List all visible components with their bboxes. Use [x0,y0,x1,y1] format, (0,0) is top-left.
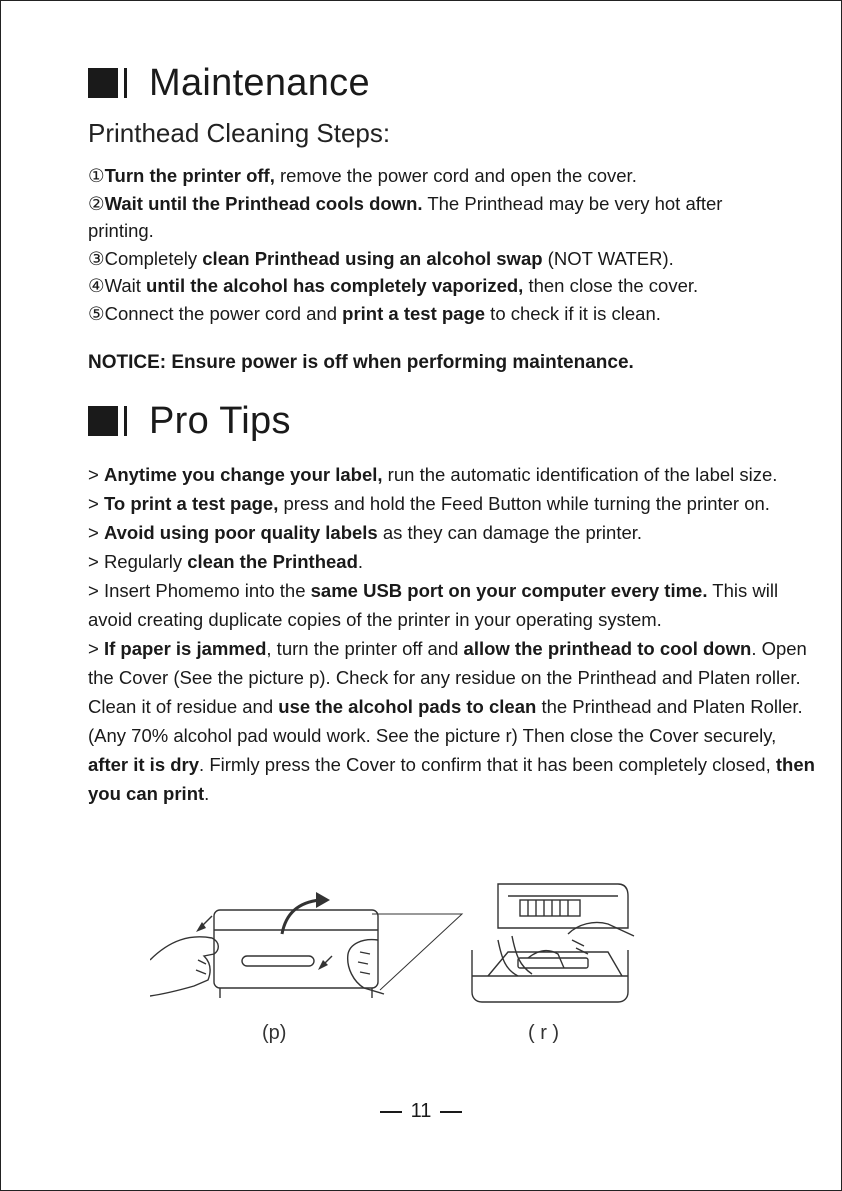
footer-dash-left [380,1111,402,1113]
cleaning-steps-list [88,162,788,327]
text-run: then close the cover. [523,275,699,296]
pro-tip-item [88,460,818,489]
bold-text: after it is dry [88,754,200,775]
pro-tip-item [88,547,818,576]
text-run: This will avoid creating duplicate copies of the printer in your operating system. [88,580,779,630]
text-run: > [88,522,104,543]
cleaning-step [88,300,788,328]
text-run: (NOT WATER). [542,247,674,269]
cleaning-step [88,245,788,273]
bold-text: Anytime you change your label, [103,464,383,485]
bold-text: Wait until the Printhead cools down. [104,192,423,214]
text-run: . Open the Cover (See the picture p). Check for any residue on the Printhead and Platen roller. Clean it of residue and [88,638,807,717]
heading-bar-icon [124,68,127,98]
pro-tip-item [88,489,818,518]
text-run: > [88,464,104,485]
text-run: > Insert Phomemo into the [88,580,311,601]
bold-text: same USB port on your computer every time. [310,580,708,601]
bold-text: If paper is jammed [103,638,267,659]
bold-text: then you can print [88,754,815,804]
maintenance-notice: NOTICE: Ensure power is off when performing maintenance. [88,352,634,373]
cleaning-steps-subtitle: Printhead Cleaning Steps: [88,118,391,148]
bold-text: Avoid using poor quality labels [103,522,378,543]
pro-tip-item [88,576,818,634]
text-run: ③Completely [88,247,203,269]
text-run: ① [88,165,105,186]
text-run: ④Wait [88,275,147,296]
bold-text: Turn the printer off, [104,165,275,186]
text-run: ② [88,192,105,214]
text-run: to check if it is clean. [485,302,661,324]
bold-text: To print a test page, [103,493,279,514]
bold-text: clean Printhead using an alcohol swap [202,247,543,269]
text-run: remove the power cord and open the cover. [274,165,637,186]
text-run: run the automatic identification of the label size. [382,464,778,485]
bold-text: print a test page [342,302,486,324]
bold-text: until the alcohol has completely vaporized, [146,275,524,296]
caption-r: ( r ) [528,1022,560,1044]
text-run: The Printhead may be very hot after printing. [88,192,723,241]
text-run: . Firmly press the Cover to confirm that it has been completely closed, [199,754,776,775]
text-run: > [88,638,104,659]
cleaning-step [88,162,788,190]
text-run: , turn the printer off and [266,638,464,659]
footer-dash-right [440,1111,462,1113]
cleaning-step [88,272,788,300]
page-number: 11 [410,1100,432,1122]
pro-tips-heading [88,402,291,440]
bold-text: clean the Printhead [187,551,358,572]
heading-block-icon [88,68,118,98]
caption-p: (p) [262,1022,287,1044]
text-run: > Regularly [88,551,188,572]
text-run: . [204,783,210,804]
printer-cleaning-illustration [468,880,638,1005]
pro-tip-item [88,634,818,808]
pro-tips-list [88,460,818,808]
text-run: . [357,551,364,572]
pro-tip-item [88,518,818,547]
bold-text: use the alcohol pads to clean [278,696,537,717]
page-footer [0,1100,842,1123]
text-run: > [88,493,104,514]
maintenance-title: Maintenance [149,62,370,104]
maintenance-heading [88,64,370,102]
text-run: the Printhead and Platen Roller.(Any 70% alcohol pad would work. See the picture r) Then close the Cover securely, [88,696,803,746]
cleaning-step [88,190,788,245]
heading-bar-icon [124,406,127,436]
text-run: press and hold the Feed Button while turning the printer on. [278,493,770,514]
text-run: as they can damage the printer. [377,522,643,543]
bold-text: allow the printhead to cool down [463,638,752,659]
heading-block-icon [88,406,118,436]
pro-tips-title: Pro Tips [149,400,291,442]
text-run: ⑤Connect the power cord and [88,302,343,324]
printer-cover-open-illustration [150,890,470,1000]
